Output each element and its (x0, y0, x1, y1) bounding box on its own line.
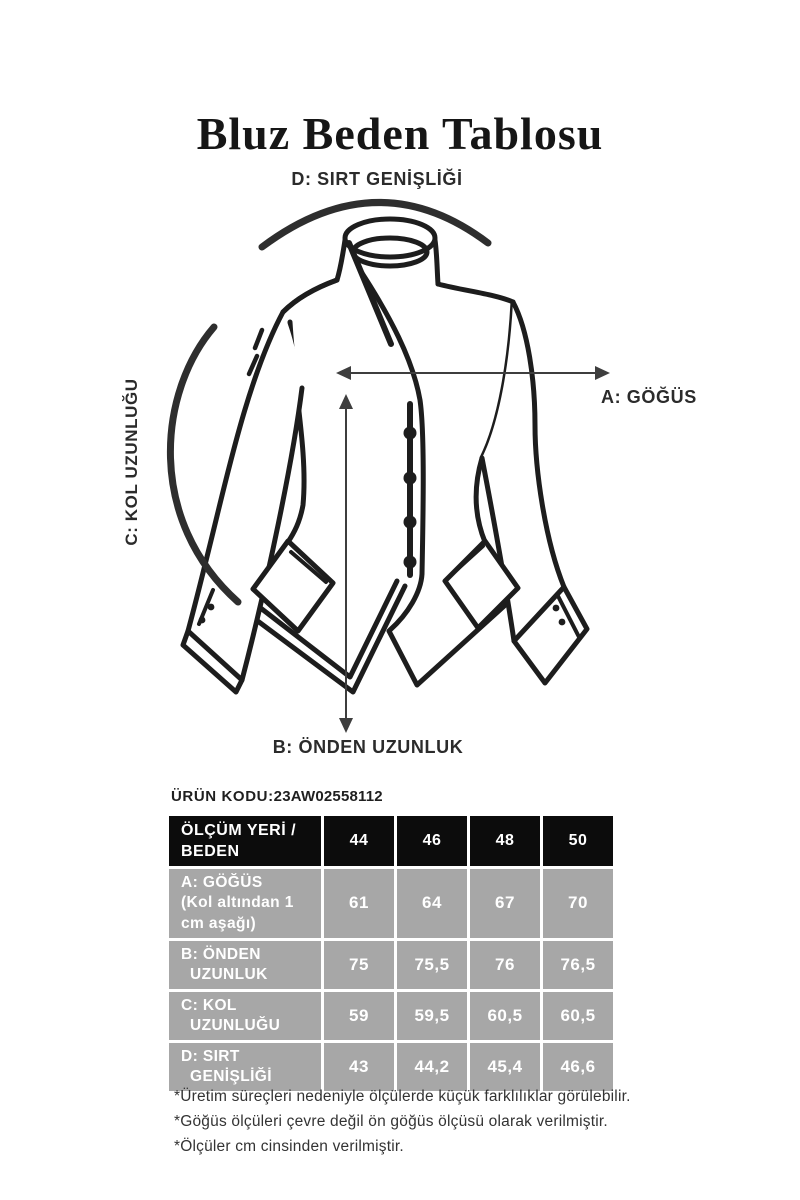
measure-value: 75,5 (397, 941, 467, 989)
measure-value: 59,5 (397, 992, 467, 1040)
measure-label-cell (169, 869, 321, 937)
measure-value: 59 (324, 992, 394, 1040)
measure-value: 60,5 (470, 992, 540, 1040)
table-row-sleeve-length (169, 992, 613, 1040)
front-length-label: B: ÖNDEN UZUNLUK (272, 737, 464, 757)
measure-value: 76,5 (543, 941, 613, 989)
measure-label-line1: C: KOL (181, 996, 237, 1014)
page-title: Bluz Beden Tablosu (196, 107, 604, 159)
chest-label: A: GÖĞÜS (601, 387, 697, 407)
measure-value: 61 (324, 869, 394, 937)
footnotes (174, 1084, 631, 1159)
front-button (404, 472, 417, 485)
measure-value: 43 (324, 1043, 394, 1091)
shoulder-lines (283, 280, 513, 312)
left-cuff-button (208, 604, 215, 611)
right-cuff-button (553, 605, 560, 612)
measure-value: 76 (470, 941, 540, 989)
front-button (404, 556, 417, 569)
size-table-header-row (169, 816, 613, 866)
back-width-label: D: SIRT GENİŞLİĞİ (291, 169, 463, 189)
table-row-front-length (169, 941, 613, 989)
size-col-header: 50 (543, 816, 613, 866)
chest-arrow (336, 366, 610, 380)
right-cuff-button (559, 619, 566, 626)
jacket-illustration (183, 219, 587, 692)
footnote: *Ölçüler cm cinsinden verilmiştir. (174, 1138, 404, 1155)
measure-value: 67 (470, 869, 540, 937)
front-button (404, 427, 417, 440)
measure-label-line2: (Kol altından 1 cm aşağı) (181, 894, 294, 932)
product-code (171, 788, 383, 805)
measure-label-line2: GENİŞLİĞİ (190, 1068, 272, 1086)
table-row-chest (169, 869, 613, 937)
jacket-wrap-edge (360, 270, 423, 630)
left-cuff-button (199, 617, 206, 624)
measure-label-line2: UZUNLUĞU (190, 1017, 281, 1035)
footnote: *Üretim süreçleri nedeniyle ölçülerde küçük farklılıklar görülebilir. (174, 1088, 631, 1105)
measure-header-cell: ÖLÇÜM YERİ / BEDEN (169, 816, 321, 866)
measure-label-cell (169, 992, 321, 1040)
measure-value: 45,4 (470, 1043, 540, 1091)
size-col-header: 44 (324, 816, 394, 866)
front-button (404, 516, 417, 529)
measure-value: 60,5 (543, 992, 613, 1040)
measure-value: 44,2 (397, 1043, 467, 1091)
size-table (166, 813, 616, 1094)
measure-label-line1: B: ÖNDEN (181, 945, 261, 963)
product-code-value: 23AW02558112 (273, 788, 383, 805)
measure-label-line1: A: GÖĞÜS (181, 874, 263, 892)
measure-label-cell (169, 941, 321, 989)
size-col-header: 46 (397, 816, 467, 866)
measure-label-line1: D: SIRT (181, 1048, 240, 1066)
measure-value: 64 (397, 869, 467, 937)
measure-value: 46,6 (543, 1043, 613, 1091)
footnote: *Göğüs ölçüleri çevre değil ön göğüs ölçüsü olarak verilmiştir. (174, 1113, 608, 1130)
measure-value: 75 (324, 941, 394, 989)
measure-label-line2: UZUNLUK (190, 965, 268, 983)
sleeve-length-label: C: KOL UZUNLUĞU (122, 378, 141, 546)
size-col-header: 48 (470, 816, 540, 866)
measure-value: 70 (543, 869, 613, 937)
product-code-label: ÜRÜN KODU: (171, 788, 274, 805)
